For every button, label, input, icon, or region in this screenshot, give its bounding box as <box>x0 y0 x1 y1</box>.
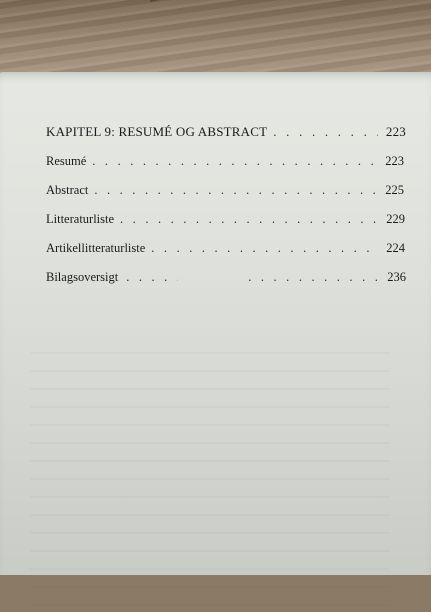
toc-leader-dots <box>248 270 378 285</box>
toc-entry-artikellitteraturliste <box>46 241 405 256</box>
book-page <box>0 72 431 575</box>
toc-entry-title: Artikellitteraturliste <box>46 241 146 255</box>
toc-entry-bilagsoversigt <box>46 270 406 285</box>
toc-entry-title: Litteraturliste <box>46 212 115 226</box>
toc-leader-dots <box>126 270 178 285</box>
toc-page-number: 223 <box>385 124 406 139</box>
toc-entry-title: Bilagsoversigt <box>46 270 119 284</box>
toc-leader-dots <box>94 183 376 198</box>
toc-entry-chapter-9 <box>46 124 406 140</box>
toc-page-number: 223 <box>385 154 404 168</box>
toc-entry-title: KAPITEL 9: RESUMÉ OG ABSTRACT <box>46 124 268 139</box>
toc-entry-resume <box>46 154 404 169</box>
toc-entry-title: Resumé <box>46 154 87 168</box>
toc-leader-dots <box>151 241 377 256</box>
toc-leader-dots <box>273 124 378 140</box>
table-of-contents <box>0 72 431 575</box>
toc-entry-title: Abstract <box>46 183 89 197</box>
toc-page-number: 224 <box>386 241 405 255</box>
toc-entry-litteraturliste <box>46 212 405 227</box>
toc-page-number: 225 <box>385 183 404 197</box>
toc-page-number: 229 <box>386 212 405 226</box>
toc-leader-dots <box>92 154 376 169</box>
toc-entry-abstract <box>46 183 404 198</box>
toc-leader-dots <box>120 212 377 227</box>
toc-page-number: 236 <box>387 270 406 284</box>
